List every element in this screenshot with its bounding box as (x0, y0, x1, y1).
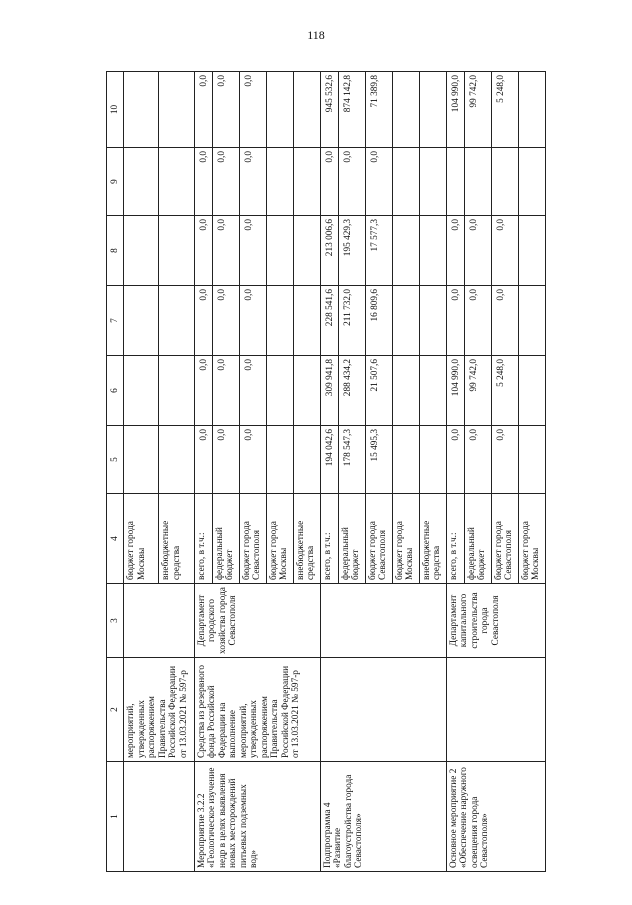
amount-cell: 0,0 (212, 356, 239, 426)
amount-cell: 0,0 (464, 426, 491, 494)
column-header-7: 7 (107, 286, 124, 356)
amount-cell: 178 547,3 (338, 426, 365, 494)
column-header-9: 9 (107, 148, 124, 216)
responsible-executor-cell (320, 584, 446, 658)
amount-cell (392, 356, 419, 426)
amount-cell (419, 286, 446, 356)
column-header-10: 10 (107, 72, 124, 148)
amount-cell (124, 148, 159, 216)
amount-cell: 99 742,0 (464, 72, 491, 148)
amount-cell (266, 216, 293, 286)
responsible-executor-cell (124, 584, 195, 658)
table-row (446, 72, 464, 872)
amount-cell (266, 426, 293, 494)
budget-table (106, 71, 546, 872)
funding-type-cell: бюджет города Москвы (392, 494, 419, 584)
amount-cell (518, 216, 545, 286)
amount-cell (124, 72, 159, 148)
amount-cell: 0,0 (194, 356, 212, 426)
amount-cell (293, 286, 320, 356)
column-header-6: 6 (107, 356, 124, 426)
amount-cell: 0,0 (365, 148, 392, 216)
header-row (107, 72, 124, 872)
table-row (320, 72, 338, 872)
amount-cell (293, 356, 320, 426)
funding-type-cell: бюджет города Москвы (124, 494, 159, 584)
funding-source-cell (320, 658, 446, 762)
amount-cell: 309 941,8 (320, 356, 338, 426)
amount-cell: 71 389,8 (365, 72, 392, 148)
amount-cell: 0,0 (212, 72, 239, 148)
amount-cell (266, 286, 293, 356)
amount-cell: 104 990,0 (446, 72, 464, 148)
funding-type-cell: бюджет города Москвы (266, 494, 293, 584)
column-header-8: 8 (107, 216, 124, 286)
table-row (194, 72, 212, 872)
amount-cell (124, 356, 159, 426)
amount-cell (159, 72, 194, 148)
amount-cell (392, 216, 419, 286)
amount-cell (392, 72, 419, 148)
amount-cell: 0,0 (239, 216, 266, 286)
amount-cell: 0,0 (446, 426, 464, 494)
amount-cell (124, 216, 159, 286)
amount-cell (293, 148, 320, 216)
amount-cell (518, 356, 545, 426)
amount-cell: 195 429,3 (338, 216, 365, 286)
budget-table-container (106, 72, 546, 872)
amount-cell: 17 577,3 (365, 216, 392, 286)
amount-cell: 0,0 (194, 216, 212, 286)
funding-type-cell: федеральный бюджет (464, 494, 491, 584)
responsible-executor-cell: Департамент городского хозяйства города Севастополя (194, 584, 320, 658)
amount-cell: 0,0 (194, 72, 212, 148)
funding-type-cell: внебюджетные средства (159, 494, 194, 584)
amount-cell: 874 142,8 (338, 72, 365, 148)
amount-cell (293, 72, 320, 148)
amount-cell: 0,0 (212, 426, 239, 494)
column-header-2: 2 (107, 658, 124, 762)
amount-cell: 104 990,0 (446, 356, 464, 426)
amount-cell: 0,0 (212, 148, 239, 216)
rotated-table-area (106, 72, 546, 872)
amount-cell: 0,0 (464, 216, 491, 286)
table-body (124, 72, 546, 872)
amount-cell: 0,0 (338, 148, 365, 216)
amount-cell: 194 042,6 (320, 426, 338, 494)
amount-cell: 945 532,6 (320, 72, 338, 148)
amount-cell (392, 148, 419, 216)
amount-cell: 0,0 (446, 216, 464, 286)
amount-cell: 5 248,0 (491, 72, 518, 148)
table-row (124, 72, 159, 872)
amount-cell (124, 426, 159, 494)
column-header-3: 3 (107, 584, 124, 658)
amount-cell (419, 72, 446, 148)
program-name-cell: Мероприятие 3.2.2 «Геологическое изучение недр в целях выявления новых месторождений питьевых подземных вод» (194, 762, 320, 872)
amount-cell (419, 356, 446, 426)
amount-cell (159, 356, 194, 426)
funding-type-cell: бюджет города Москвы (518, 494, 545, 584)
funding-type-cell: бюджет города Севастополя (239, 494, 266, 584)
amount-cell: 15 495,3 (365, 426, 392, 494)
amount-cell: 0,0 (491, 286, 518, 356)
amount-cell (491, 148, 518, 216)
column-header-4: 4 (107, 494, 124, 584)
funding-source-cell (446, 658, 545, 762)
amount-cell: 228 541,6 (320, 286, 338, 356)
amount-cell (518, 72, 545, 148)
funding-source-cell: мероприятий, утвержденных распоряжением Правительства Российской Федерации от 13.03.2021 № 597-р (124, 658, 195, 762)
amount-cell (159, 216, 194, 286)
amount-cell (124, 286, 159, 356)
amount-cell: 0,0 (239, 286, 266, 356)
amount-cell (159, 426, 194, 494)
amount-cell: 16 809,6 (365, 286, 392, 356)
amount-cell: 0,0 (464, 286, 491, 356)
amount-cell (464, 148, 491, 216)
funding-type-cell: бюджет города Севастополя (491, 494, 518, 584)
amount-cell (293, 426, 320, 494)
amount-cell: 99 742,0 (464, 356, 491, 426)
amount-cell: 0,0 (239, 72, 266, 148)
amount-cell: 288 434,2 (338, 356, 365, 426)
amount-cell: 213 006,6 (320, 216, 338, 286)
amount-cell (392, 286, 419, 356)
funding-type-cell: всего, в т.ч.: (320, 494, 338, 584)
amount-cell (266, 148, 293, 216)
funding-type-cell: внебюджетные средства (293, 494, 320, 584)
amount-cell: 0,0 (239, 426, 266, 494)
funding-type-cell: бюджет города Севастополя (365, 494, 392, 584)
amount-cell: 5 248,0 (491, 356, 518, 426)
column-header-5: 5 (107, 426, 124, 494)
amount-cell: 0,0 (239, 356, 266, 426)
amount-cell (419, 216, 446, 286)
amount-cell: 0,0 (212, 286, 239, 356)
funding-type-cell: федеральный бюджет (338, 494, 365, 584)
amount-cell: 0,0 (320, 148, 338, 216)
program-name-cell (124, 762, 195, 872)
column-header-1: 1 (107, 762, 124, 872)
amount-cell: 0,0 (194, 426, 212, 494)
amount-cell (518, 148, 545, 216)
amount-cell (159, 148, 194, 216)
amount-cell: 211 732,0 (338, 286, 365, 356)
amount-cell (159, 286, 194, 356)
funding-type-cell: всего, в т.ч.: (446, 494, 464, 584)
amount-cell: 0,0 (491, 426, 518, 494)
amount-cell (518, 286, 545, 356)
amount-cell (419, 426, 446, 494)
program-name-cell: Подпрограмма 4 «Развитие благоустройства города Севастополя» (320, 762, 446, 872)
amount-cell: 21 507,6 (365, 356, 392, 426)
responsible-executor-cell: Департамент капитального строительства города Севастополя (446, 584, 545, 658)
amount-cell (293, 216, 320, 286)
amount-cell (446, 148, 464, 216)
funding-type-cell: внебюджетные средства (419, 494, 446, 584)
amount-cell: 0,0 (239, 148, 266, 216)
amount-cell: 0,0 (491, 216, 518, 286)
amount-cell (518, 426, 545, 494)
page-number: 118 (307, 28, 325, 42)
amount-cell (266, 356, 293, 426)
amount-cell (266, 72, 293, 148)
funding-source-cell: Средства из резервного фонда Российской Федерации на выполнение мероприятий, утвержденных распоряжением Правительства Российской Федерации от 13.03.2021 № 597-р (194, 658, 320, 762)
amount-cell (419, 148, 446, 216)
amount-cell: 0,0 (446, 286, 464, 356)
amount-cell: 0,0 (212, 216, 239, 286)
funding-type-cell: всего, в т.ч.: (194, 494, 212, 584)
amount-cell (392, 426, 419, 494)
program-name-cell: Основное мероприятие 2 «Обеспечение наружного освещения города Севастополя» (446, 762, 545, 872)
amount-cell: 0,0 (194, 286, 212, 356)
amount-cell: 0,0 (194, 148, 212, 216)
funding-type-cell: федеральный бюджет (212, 494, 239, 584)
